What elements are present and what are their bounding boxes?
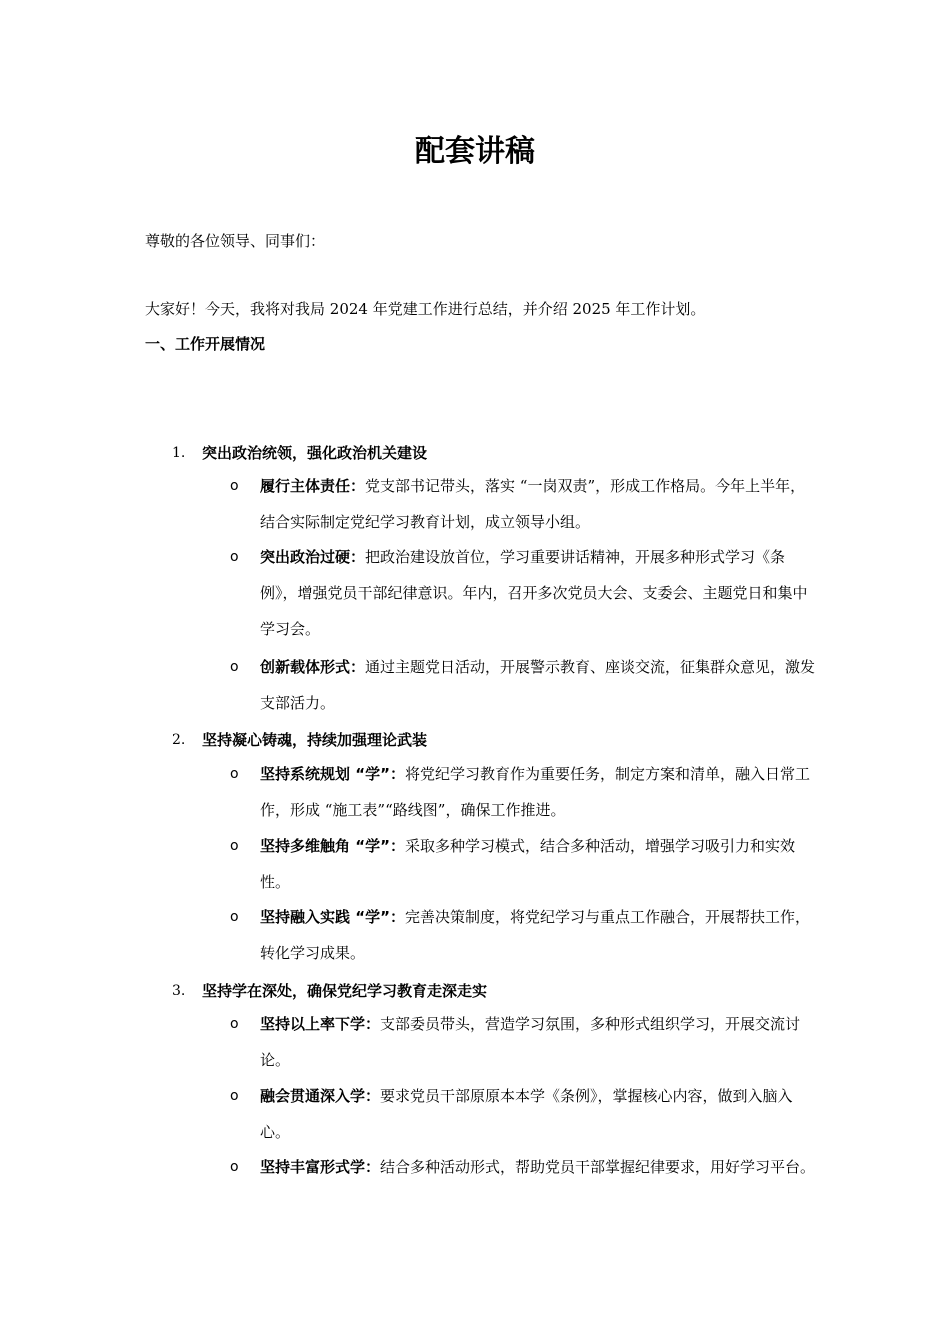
list-item [260, 539, 820, 647]
list-item [260, 756, 820, 828]
bullet-icon: o [230, 838, 239, 854]
intro-paragraph: 大家好！今天，我将对我局 2024 年党建工作进行总结，并介绍 2025 年工作计划。 [145, 300, 706, 318]
bullet-icon: o [230, 549, 239, 565]
item-label: 坚持以上率下学： [260, 1015, 381, 1033]
item-label: 坚持丰富形式学： [260, 1158, 381, 1176]
section-number: 3. [172, 983, 186, 999]
item-text: 采取多种学习模式，结合多种活动，增强学习吸引力和实效性。 [260, 837, 795, 891]
list-item [260, 1149, 820, 1185]
item-text: 将党纪学习教育作为重要任务，制定方案和清单，融入日常工作，形成 “施工表”“路线图”，确保工作推进。 [260, 765, 810, 819]
item-label: 履行主体责任： [260, 477, 366, 495]
item-text: 完善决策制度，将党纪学习与重点工作融合，开展帮扶工作，转化学习成果。 [260, 908, 810, 962]
greeting: 尊敬的各位领导、同事们： [145, 232, 326, 250]
bullet-icon: o [230, 659, 239, 675]
list-item [260, 1006, 820, 1078]
section-title: 坚持学在深处，确保党纪学习教育走深走实 [202, 982, 488, 1000]
item-text: 通过主题党日活动，开展警示教育、座谈交流，征集群众意见，激发支部活力。 [260, 658, 816, 712]
bullet-icon: o [230, 1016, 239, 1032]
bullet-icon: o [230, 1159, 239, 1175]
item-label: 坚持融入实践 “学”： [260, 908, 405, 926]
item-text: 要求党员干部原原本本学《条例》，掌握核心内容，做到入脑入心。 [260, 1087, 793, 1141]
item-label: 创新载体形式： [260, 658, 366, 676]
section-title: 坚持凝心铸魂，持续加强理论武装 [202, 731, 428, 749]
section-number: 2. [172, 732, 186, 748]
item-label: 融会贯通深入学： [260, 1087, 381, 1105]
list-item [260, 1078, 820, 1150]
item-label: 突出政治过硬： [260, 548, 366, 566]
list-item [260, 468, 820, 540]
list-item [260, 828, 820, 900]
bullet-icon: o [230, 766, 239, 782]
item-label: 坚持系统规划 “学”： [260, 765, 405, 783]
document-title: 配套讲稿 [415, 134, 535, 169]
item-text: 党支部书记带头，落实 “一岗双责”，形成工作格局。今年上半年，结合实际制定党纪学习教育计划，成立领导小组。 [260, 477, 806, 531]
heading-work-progress: 一、工作开展情况 [145, 335, 266, 353]
list-item [260, 899, 820, 971]
section-number: 1. [172, 445, 186, 461]
bullet-icon: o [230, 909, 239, 925]
bullet-icon: o [230, 1088, 239, 1104]
item-text: 结合多种活动形式，帮助党员干部掌握纪律要求，用好学习平台。 [380, 1158, 816, 1176]
section-title: 突出政治统领，强化政治机关建设 [202, 444, 428, 462]
list-item [260, 649, 820, 721]
item-label: 坚持多维触角 “学”： [260, 837, 405, 855]
bullet-icon: o [230, 478, 239, 494]
item-text: 把政治建设放首位，学习重要讲话精神，开展多种形式学习《条例》，增强党员干部纪律意识。年内，召开多次党员大会、支委会、主题党日和集中学习会。 [260, 548, 808, 638]
item-text: 支部委员带头，营造学习氛围，多种形式组织学习，开展交流讨论。 [260, 1015, 801, 1069]
